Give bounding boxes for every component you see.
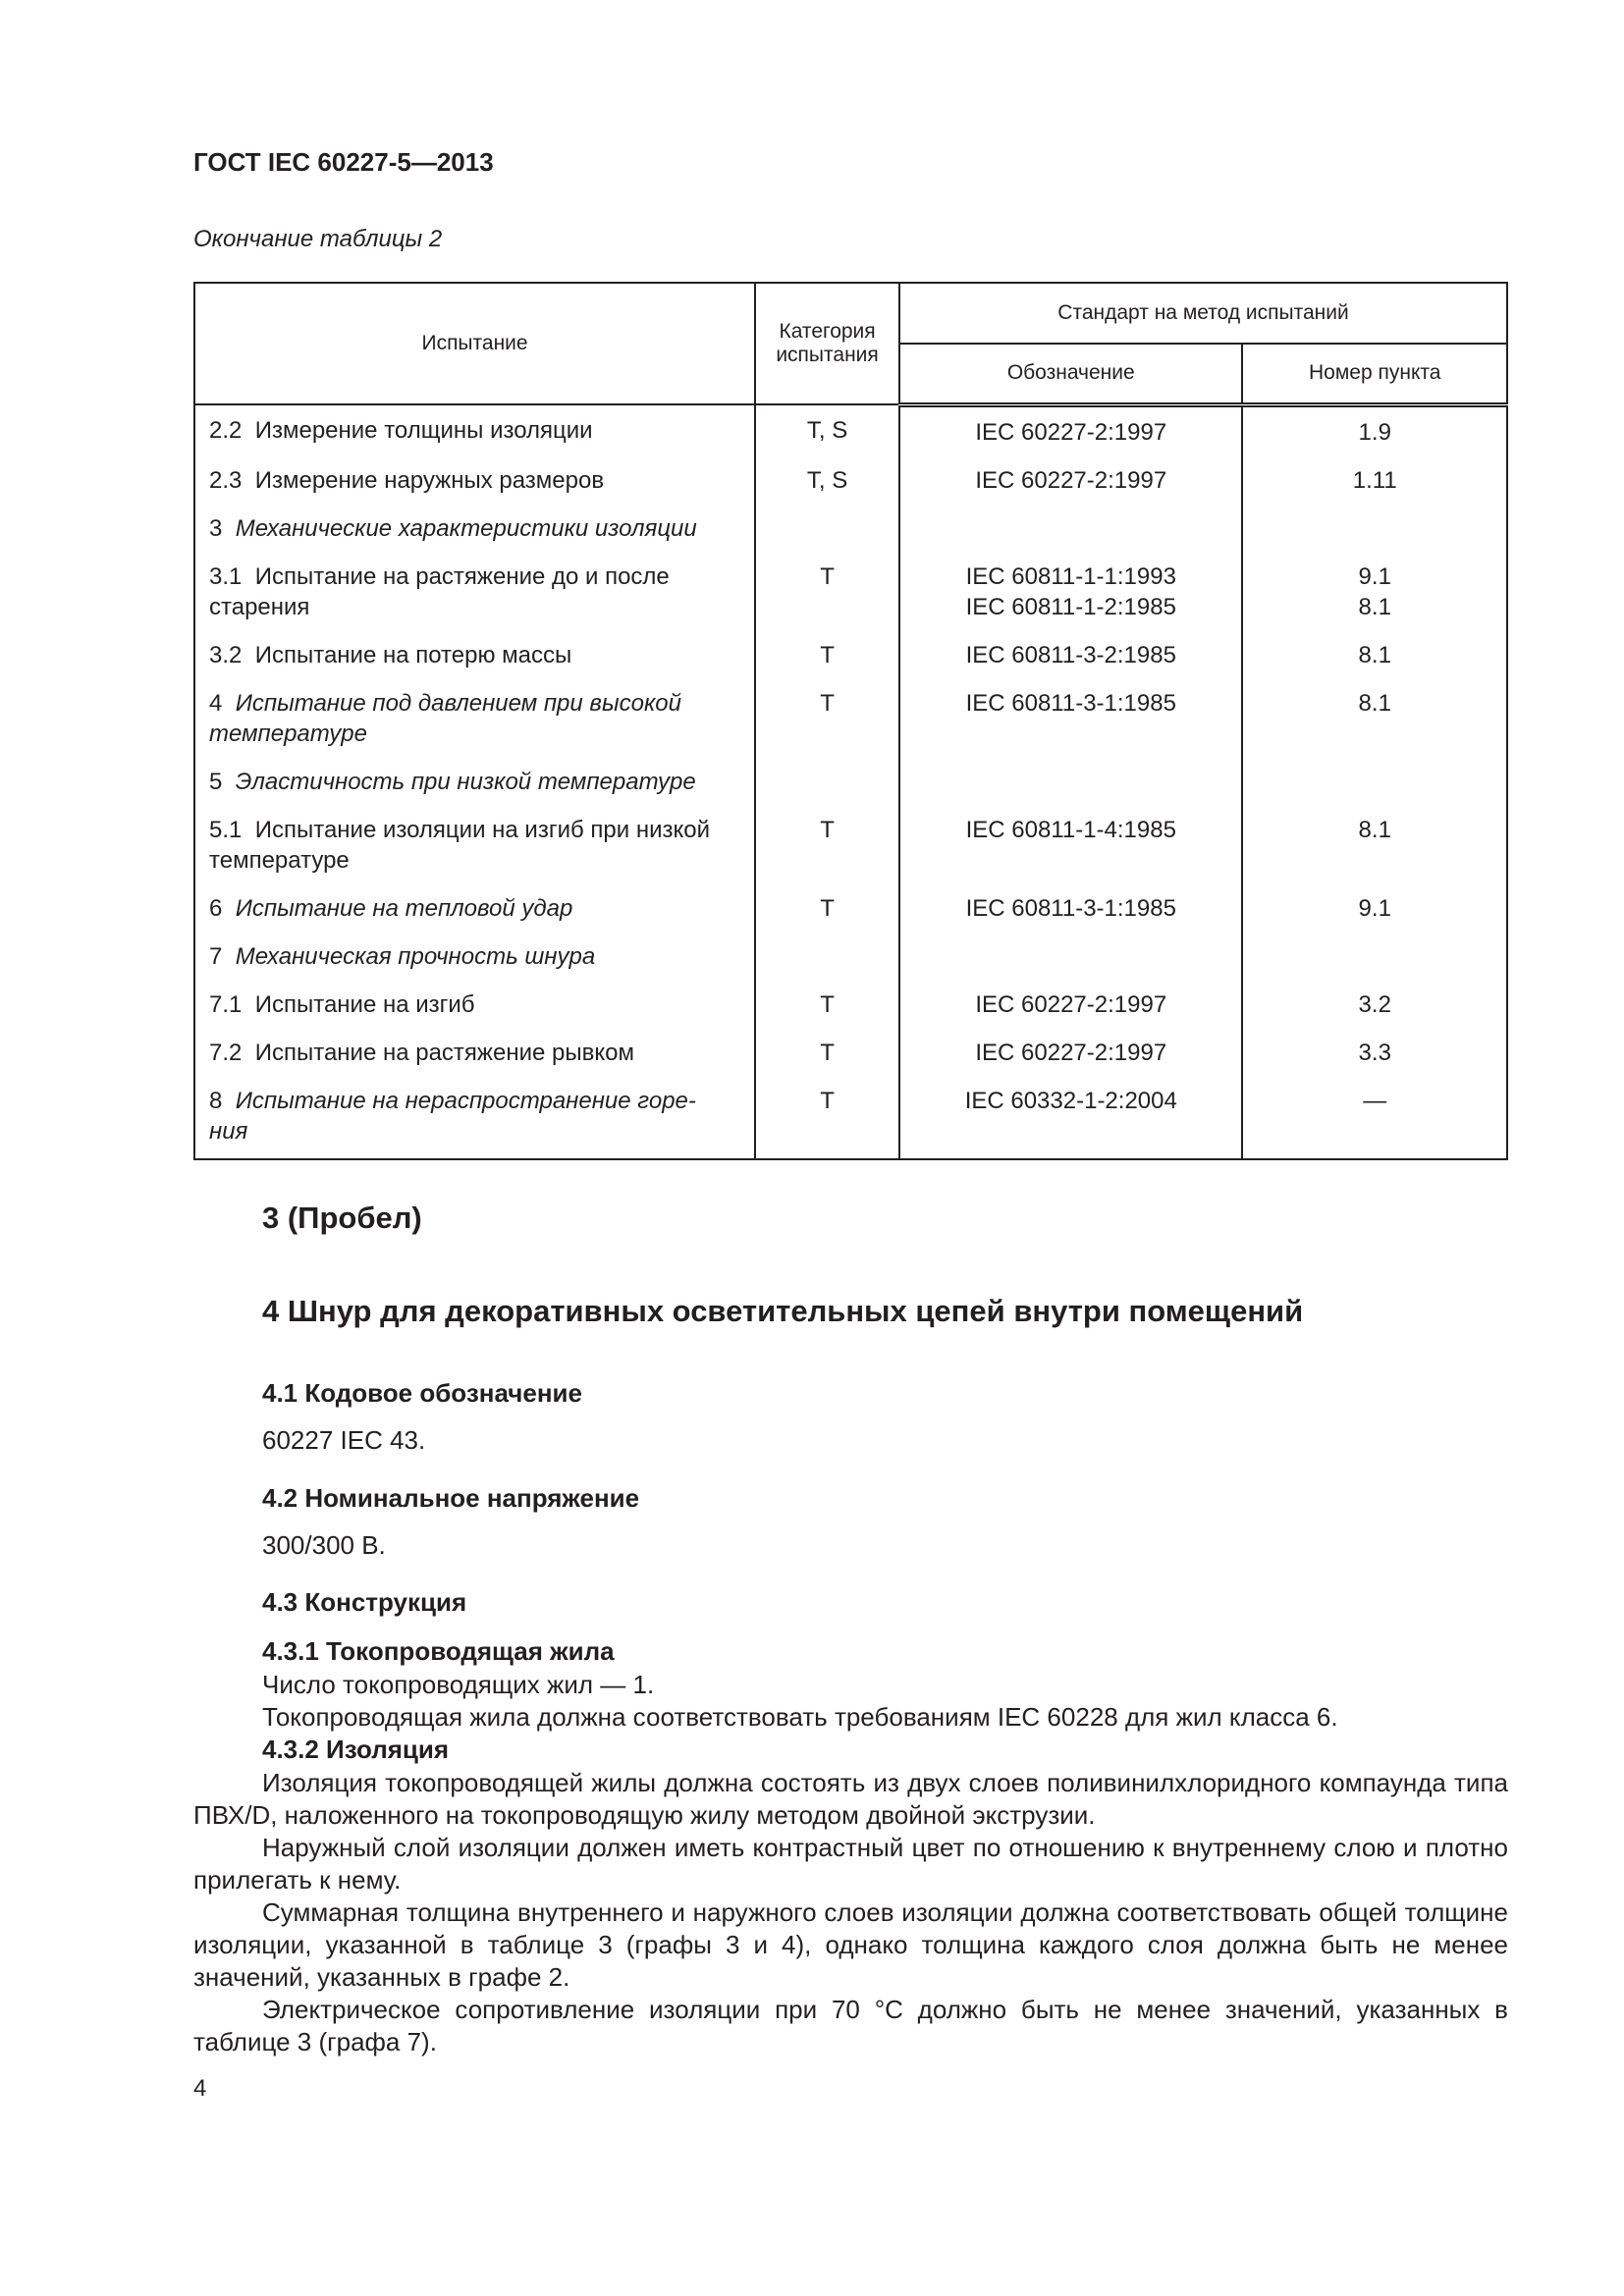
row-standard — [899, 505, 1242, 553]
row-category — [755, 933, 899, 981]
row-clause: 8.1 — [1242, 679, 1507, 758]
section-4-3-1-heading: 4.3.1 Токопроводящая жила — [262, 1636, 615, 1666]
row-number: 2.2 — [209, 417, 243, 444]
row-name: Испытание на растяжение рывком — [254, 1039, 634, 1066]
row-standard: IEC 60811-1-2:1985 — [965, 593, 1176, 620]
row-standard: IEC 60811-1-1:1993 — [965, 562, 1176, 590]
paragraph: Изоляция токопроводящей жилы должна состоять из двух слоев поливинилхлоридного компаунда типа ПВХ/D, наложенного на токопроводящую жилу методом двойной экструзии. — [193, 1768, 1508, 1830]
section-4-3-heading: 4.3 Конструкция — [262, 1587, 467, 1617]
row-name: Механическая прочность шнура — [235, 942, 596, 970]
col-header-test: Испытание — [194, 283, 755, 404]
row-number: 3.2 — [209, 641, 243, 668]
section-4-heading: 4 Шнур для декоративных осветительных цепей внутри помещений — [262, 1294, 1304, 1328]
row-clause: 8.1 — [1242, 806, 1507, 884]
row-number: 7 — [209, 942, 223, 970]
paragraph: Наружный слой изоляции должен иметь контрастный цвет по отношению к внутреннему слою и плотно прилегать к нему. — [193, 1833, 1508, 1895]
row-category: T — [755, 1029, 899, 1077]
row-standard: IEC 60811-3-1:1985 — [899, 884, 1242, 933]
table-row — [194, 806, 1507, 884]
row-number: 7.1 — [209, 990, 243, 1018]
table-row — [194, 1029, 1507, 1077]
row-standard: IEC 60227-2:1997 — [899, 404, 1242, 456]
row-category: T — [755, 884, 899, 933]
row-clause: 1.9 — [1242, 404, 1507, 456]
row-number: 8 — [209, 1087, 223, 1114]
section-3-heading: 3 (Пробел) — [262, 1201, 422, 1235]
section-4-3-2-heading: 4.3.2 Изоляция — [262, 1735, 450, 1764]
section-4-3-1-line1: Число токопроводящих жил — 1. — [262, 1670, 655, 1699]
row-name: ния — [209, 1117, 248, 1145]
page-number: 4 — [193, 2075, 207, 2102]
table-row — [194, 1077, 1507, 1159]
row-standard: IEC 60811-3-1:1985 — [899, 679, 1242, 758]
row-category: T — [755, 631, 899, 679]
table-row — [194, 933, 1507, 981]
row-standard: IEC 60811-3-2:1985 — [899, 631, 1242, 679]
row-standard: IEC 60332-1-2:2004 — [899, 1077, 1242, 1159]
row-category: T — [755, 981, 899, 1029]
row-category: T, S — [755, 404, 899, 456]
table-row — [194, 456, 1507, 505]
row-name: Испытание изоляции на изгиб при низкой температуре — [209, 816, 711, 874]
table-row — [194, 679, 1507, 758]
row-name: Испытание на потерю массы — [254, 641, 572, 668]
row-name: Испытание на тепловой удар — [235, 894, 573, 922]
section-4-3-2-body — [193, 1767, 1508, 2058]
row-category — [755, 758, 899, 806]
section-4-1-text: 60227 IEC 43. — [262, 1425, 426, 1455]
paragraph: Суммарная толщина внутреннего и наружного слоев изоляции должна соответствовать общей толщине изоляции, указанной в таблице 3 (графы 3 и 4), однако толщина каждого слоя должна быть не менее значений, указанных в графе 2. — [193, 1897, 1508, 1992]
section-4-2-text: 300/300 В. — [262, 1530, 386, 1560]
row-number: 7.2 — [209, 1039, 243, 1066]
row-clause: 9.1 — [1242, 884, 1507, 933]
table-row — [194, 404, 1507, 456]
row-number: 6 — [209, 894, 223, 922]
row-category: T — [755, 806, 899, 884]
row-category: T, S — [755, 456, 899, 505]
row-name: Измерение наружных размеров — [254, 466, 605, 494]
table-caption: Окончание таблицы 2 — [193, 226, 443, 252]
col-header-designation: Обозначение — [899, 344, 1242, 404]
row-number: 4 — [209, 689, 223, 717]
row-name: Испытание на нераспространение горе- — [235, 1087, 696, 1114]
row-number: 3 — [209, 514, 223, 542]
row-clause: 3.2 — [1242, 981, 1507, 1029]
row-clause: 8.1 — [1242, 631, 1507, 679]
table-row — [194, 758, 1507, 806]
row-name: Механические характеристики изоляции — [235, 514, 697, 542]
section-4-2-heading: 4.2 Номинальное напряжение — [262, 1483, 640, 1513]
row-category: T — [755, 679, 899, 758]
col-header-clause: Номер пункта — [1242, 344, 1507, 404]
row-clause — [1242, 505, 1507, 553]
table-row — [194, 981, 1507, 1029]
table-row — [194, 505, 1507, 553]
row-clause: — — [1242, 1077, 1507, 1159]
table-row — [194, 884, 1507, 933]
row-clause — [1242, 758, 1507, 806]
document-id: ГОСТ IEC 60227-5—2013 — [193, 147, 494, 177]
paragraph: Электрическое сопротивление изоляции при 70 °С должно быть не менее значений, указанных в таблице 3 (графа 7). — [193, 1995, 1508, 2056]
row-number: 3.1 — [209, 562, 243, 590]
table-row — [194, 553, 1507, 631]
row-clause — [1242, 933, 1507, 981]
test-table — [193, 282, 1508, 1160]
row-standard — [899, 758, 1242, 806]
row-number: 2.3 — [209, 466, 243, 494]
row-clause: 8.1 — [1358, 593, 1391, 620]
row-standard: IEC 60227-2:1997 — [899, 981, 1242, 1029]
row-clause: 9.1 — [1358, 562, 1391, 590]
col-header-standard: Стандарт на метод испытаний — [899, 283, 1507, 344]
row-standard: IEC 60811-1-4:1985 — [899, 806, 1242, 884]
row-category: T — [755, 553, 899, 631]
col-header-category: Категория испытания — [755, 283, 899, 404]
row-name: Испытание на изгиб — [254, 990, 475, 1018]
row-number: 5.1 — [209, 816, 243, 843]
row-clause: 3.3 — [1242, 1029, 1507, 1077]
row-clause: 1.11 — [1242, 456, 1507, 505]
section-4-1-heading: 4.1 Кодовое обозначение — [262, 1378, 582, 1408]
row-name: Эластичность при низкой температуре — [235, 768, 696, 795]
row-category: T — [755, 1077, 899, 1159]
section-4-3-1-line2: Токопроводящая жила должна соответствовать требованиям IEC 60228 для жил класса 6. — [262, 1702, 1338, 1732]
row-name: Испытание на растяжение до и после старения — [209, 562, 670, 620]
row-number: 5 — [209, 768, 223, 795]
row-category — [755, 505, 899, 553]
row-standard — [899, 933, 1242, 981]
table-row — [194, 631, 1507, 679]
row-standard: IEC 60227-2:1997 — [899, 456, 1242, 505]
row-name: Испытание под давлением при высокой температуре — [209, 689, 681, 747]
row-standard: IEC 60227-2:1997 — [899, 1029, 1242, 1077]
row-name: Измерение толщины изоляции — [254, 417, 593, 444]
